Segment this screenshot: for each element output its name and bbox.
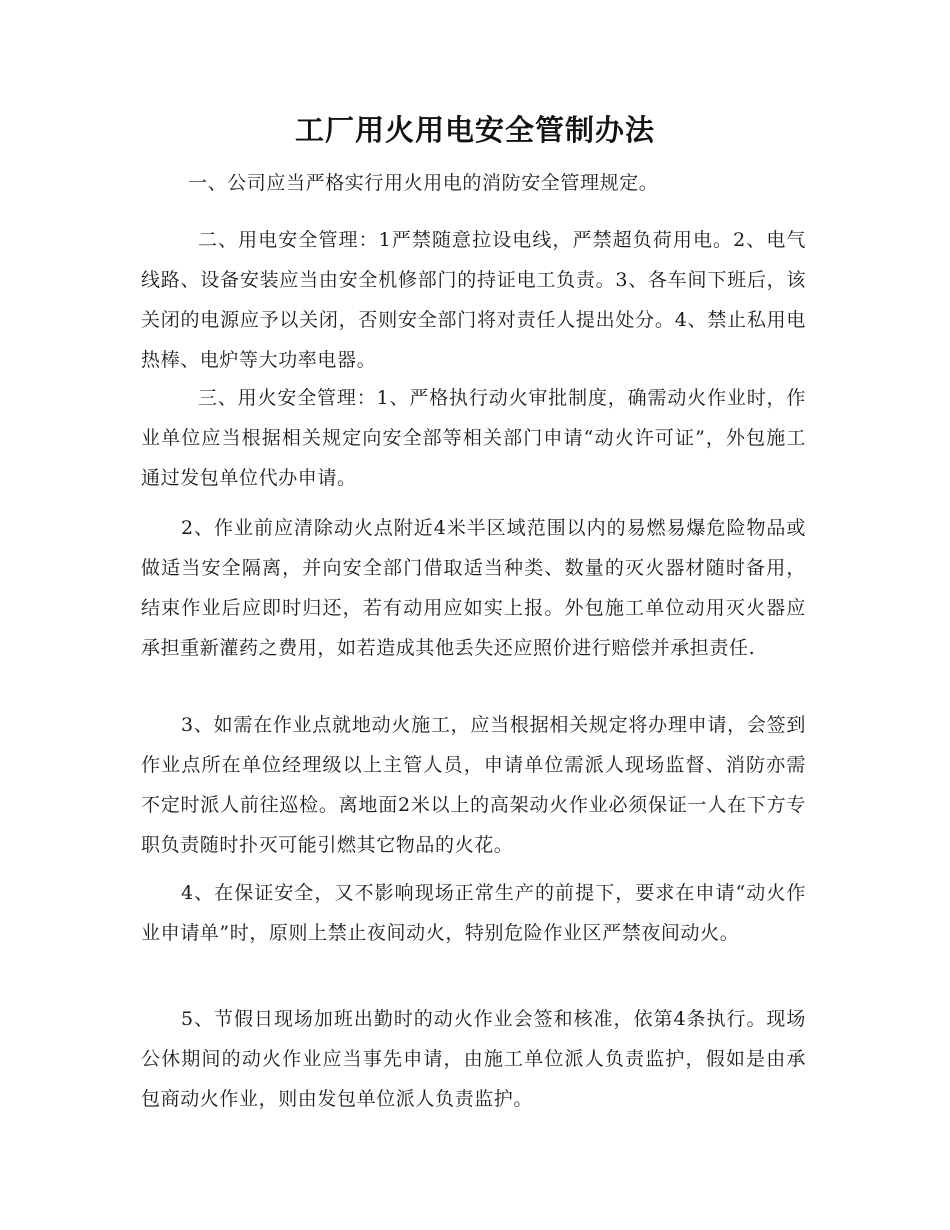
paragraph-1: 一、公司应当严格实行用火用电的消防安全管理规定。 [188,172,659,194]
paragraph-5: 3、如需在作业点就地动火施工，应当根据相关规定将办理申请，会签到作业点所在单位经理级以上主管人员，申请单位需派人现场监督、消防亦需不定时派人前往巡检。离地面2米以上的高架动火作业必须保证一人在下方专职负责随时扑灭可能引燃其它物品的火花。 [141,714,806,856]
document-title: 工厂用火用电安全管制办法 [294,113,655,147]
paragraph-2: 二、用电安全管理：1严禁随意拉设电线，严禁超负荷用电。2、电气线路、设备安装应当由安全机修部门的持证电工负责。3、各车间下班后，该关闭的电源应予以关闭，否则安全部门将对责任人提出处分。4、禁止私用电热棒、电炉等大功率电器。 [141,229,806,371]
paragraph-7: 5、节假日现场加班出勤时的动火作业会签和核准，依第4条执行。现场公休期间的动火作业应当事先申请，由施工单位派人负责监护，假如是由承包商动火作业，则由发包单位派人负责监护。 [141,1008,806,1110]
paragraph-6: 4、在保证安全，又不影响现场正常生产的前提下，要求在申请“动火作业申请单”时，原则上禁止夜间动火，特别危险作业区严禁夜间动火。 [141,882,806,944]
paragraph-3: 三、用火安全管理：1、严格执行动火审批制度，确需动火作业时，作业单位应当根据相关规定向安全部等相关部门申请“动火许可证”，外包施工通过发包单位代办申请。 [141,387,806,489]
paragraph-4: 2、作业前应清除动火点附近4米半区域范围以内的易燃易爆危险物品或做适当安全隔离，并向安全部门借取适当种类、数量的灭火器材随时备用，结束作业后应即时归还，若有动用应如实上报。外包施工单位动用灭火器应承担重新灌药之费用，如若造成其他丢失还应照价进行赔偿并承担责任. [141,517,806,659]
